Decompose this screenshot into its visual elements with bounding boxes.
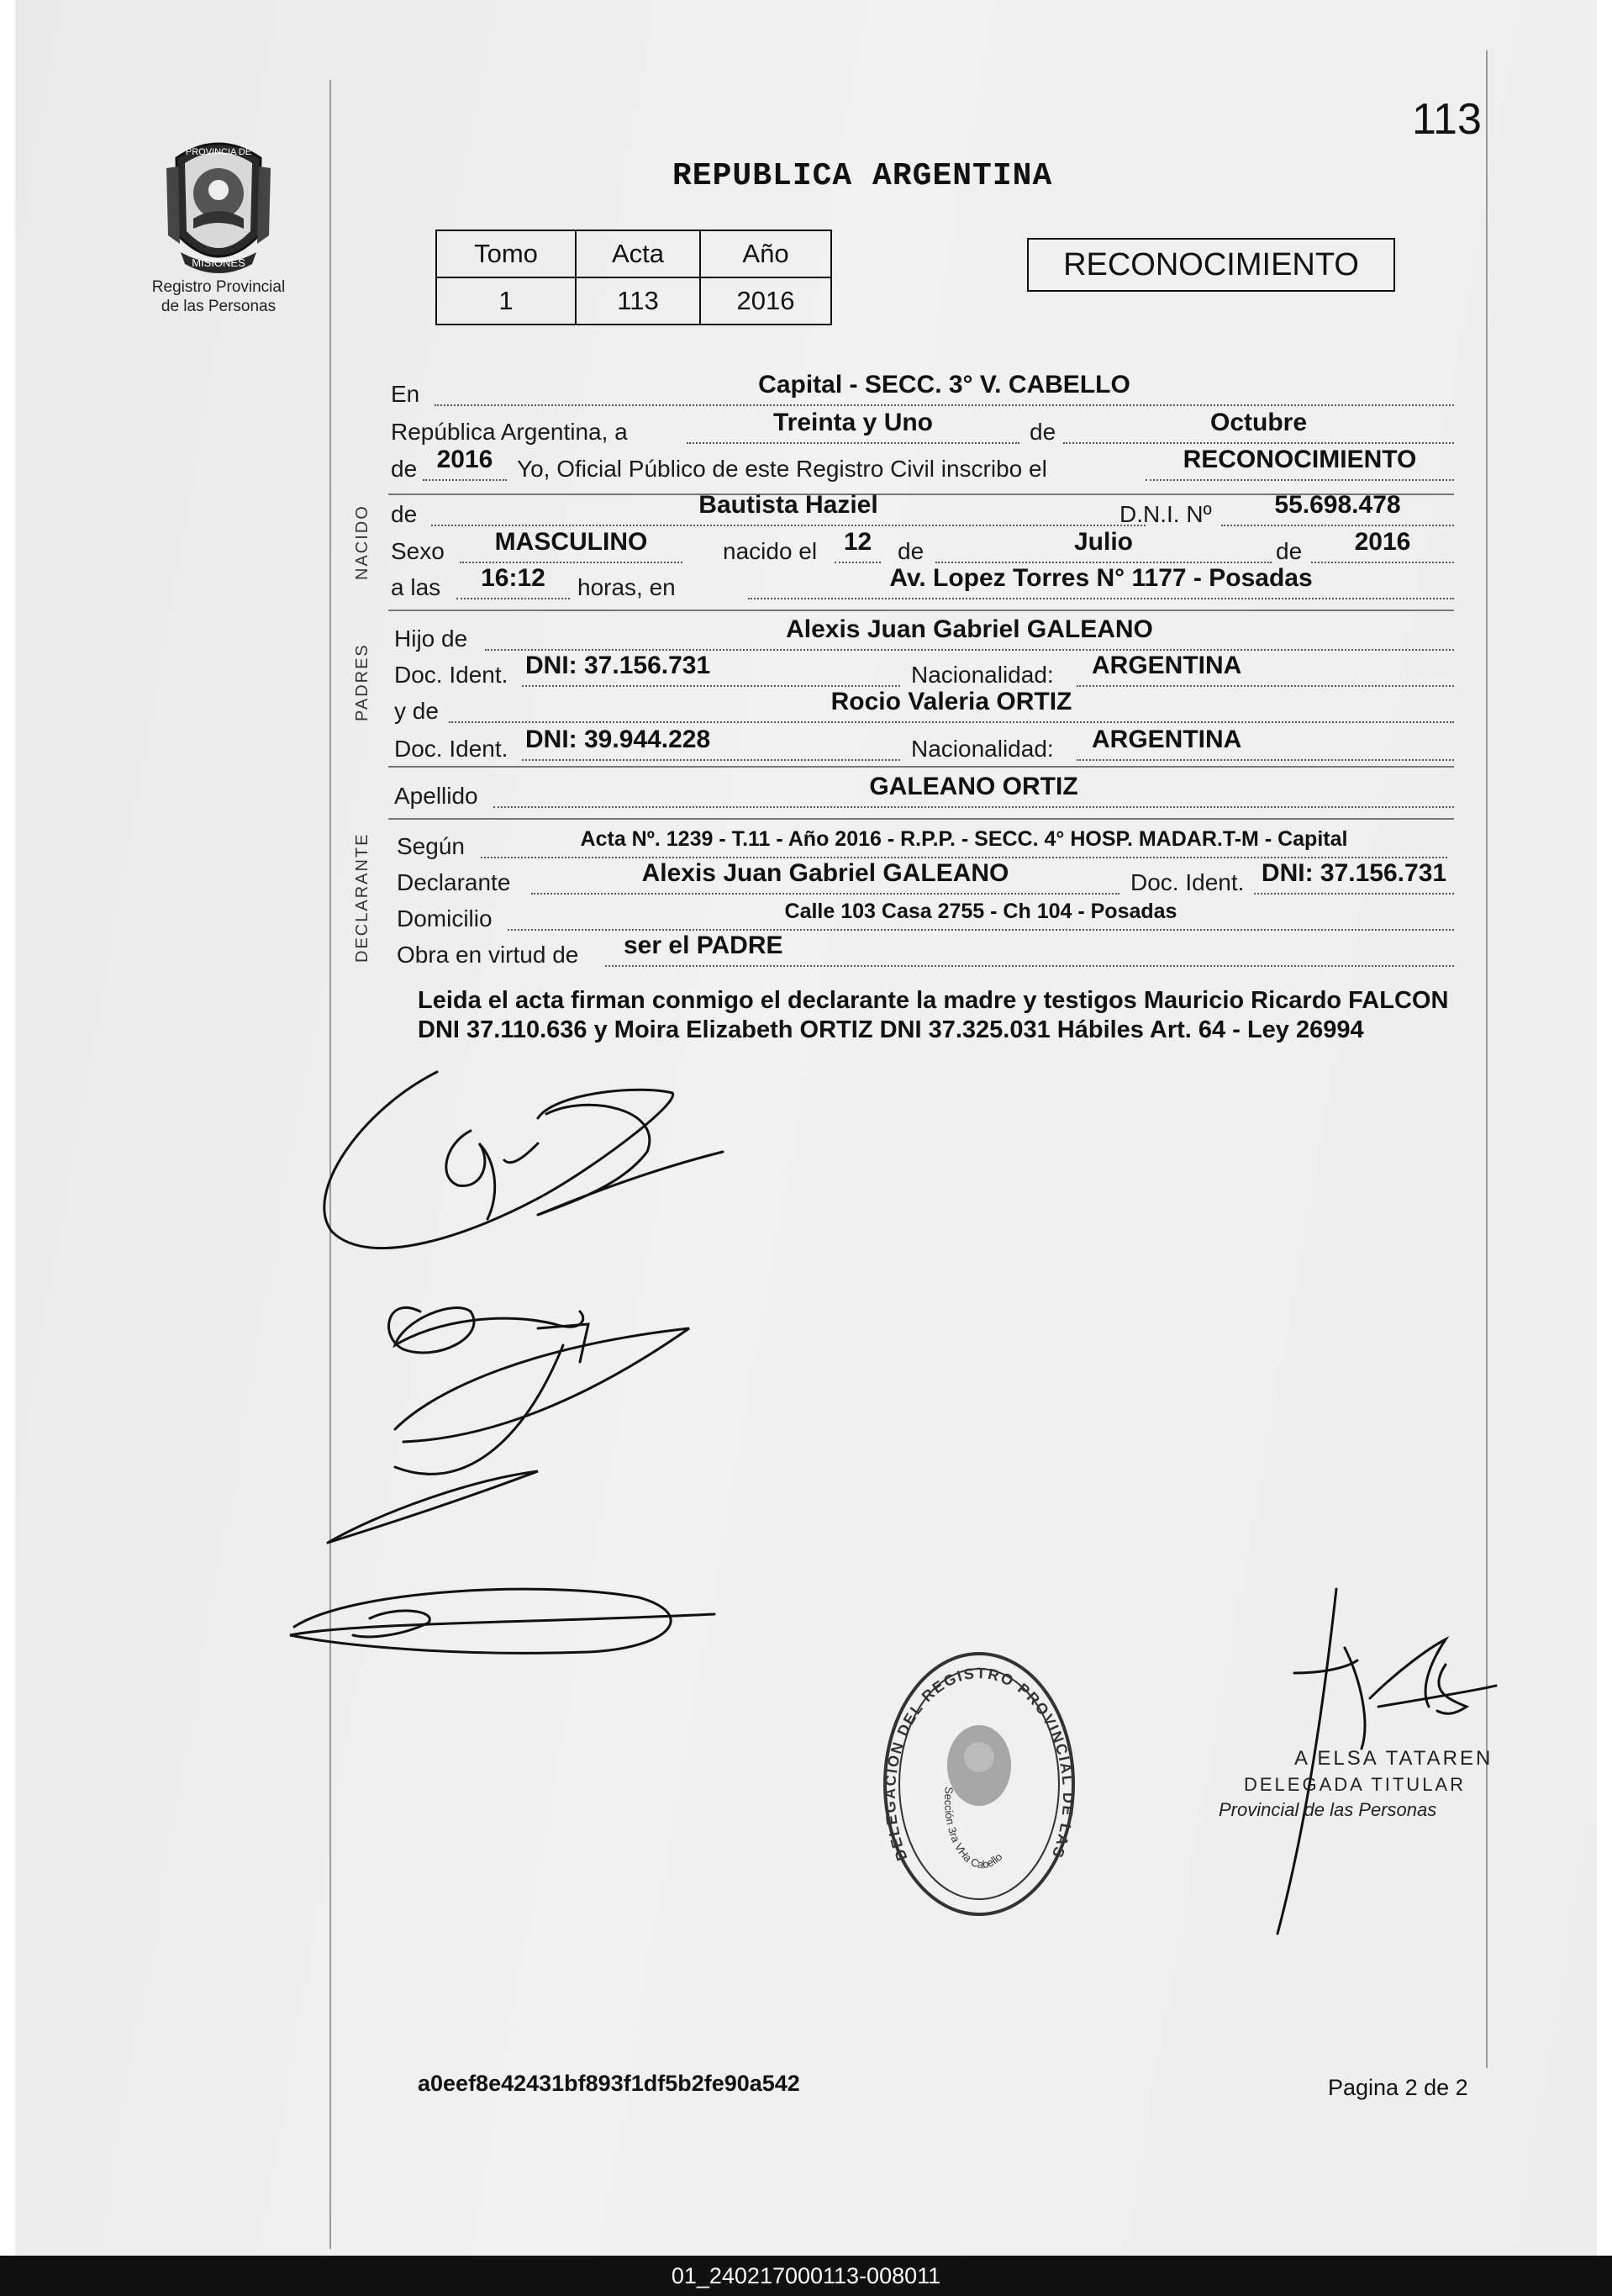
birth-year-of-label: de: [1276, 538, 1303, 564]
father-nationality-value: ARGENTINA: [1092, 652, 1242, 679]
section-label-declarant: DECLARANTE: [353, 832, 371, 963]
place-value: Capital - SECC. 3° V. CABELLO: [758, 371, 1130, 399]
registry-seal: [874, 1639, 1084, 1934]
act-type-value: RECONOCIMIENTO: [1183, 446, 1417, 473]
mother-doc-label: Doc. Ident.: [394, 736, 508, 762]
child-name-value: Bautista Haziel: [698, 491, 878, 519]
birth-month-value: Julio: [1073, 528, 1133, 556]
closing-statement: Leida el acta firman conmigo el declarante la madre y testigos Mauricio Ricardo FALCON DNI 37.110.636 y Moira Elizabeth ORTIZ DNI 37.325.031 Hábiles Art. 64 - Ley 26994: [418, 987, 1449, 1043]
republic-label: República Argentina, a: [391, 419, 628, 445]
surname-label: Apellido: [394, 783, 478, 809]
file-id-bar: 01_240217000113-008011: [0, 2256, 1612, 2296]
by-virtue-label: Obra en virtud de: [397, 942, 579, 968]
son-of-label: Hijo de: [394, 625, 468, 652]
address-label: Domicilio: [397, 905, 493, 932]
registry-caption-line2: de las Personas: [161, 298, 277, 315]
according-label: Según: [397, 833, 465, 859]
official-seal-icon: [874, 1639, 1084, 1929]
official-unit: Provincial de las Personas: [1219, 1799, 1437, 1820]
at-label: a las: [391, 574, 441, 600]
page-indicator: Pagina 2 de 2: [1328, 2075, 1468, 2100]
father-nationality-label: Nacionalidad:: [911, 662, 1054, 688]
father-name-value: Alexis Juan Gabriel GALEANO: [786, 615, 1153, 643]
logo-bottom-text: MISIONES: [192, 256, 245, 269]
seal-outer-text: DELEGACION DEL REGISTRO PROVINCIAL DE LAS: [881, 1665, 1077, 1864]
country-title: REPUBLICA ARGENTINA: [672, 158, 1053, 194]
anio-header: Año: [700, 230, 831, 277]
father-doc-value: DNI: 37.156.731: [525, 652, 711, 679]
acta-header: Acta: [576, 230, 700, 277]
acta-value: 113: [576, 277, 700, 325]
declarant-doc-value: DNI: 37.156.731: [1261, 859, 1447, 887]
father-doc-label: Doc. Ident.: [394, 662, 508, 688]
declarant-doc-label: Doc. Ident.: [1130, 869, 1245, 895]
child-dni-label: D.N.I. Nº: [1119, 501, 1212, 527]
official-name: A ELSA TATAREN: [1294, 1747, 1493, 1770]
witness-signature: [290, 1589, 714, 1653]
according-value: Acta Nº. 1239 - T.11 - Año 2016 - R.P.P. - SECC. 4° HOSP. MADAR.T-M - Capital: [580, 827, 1348, 851]
official-role: DELEGADA TITULAR: [1244, 1774, 1466, 1795]
mother-name-value: Rocio Valeria ORTIZ: [830, 688, 1072, 715]
sex-label: Sexo: [391, 538, 445, 564]
month-value: Octubre: [1209, 409, 1308, 436]
logo-top-text: PROVINCIA DE: [185, 147, 252, 157]
declarant-value: Alexis Juan Gabriel GALEANO: [641, 859, 1009, 887]
mother-doc-value: DNI: 39.944.228: [525, 726, 711, 753]
birth-place-value: Av. Lopez Torres N° 1177 - Posadas: [889, 564, 1313, 592]
declarant-signature: [324, 1072, 723, 1248]
year-value: 2016: [436, 446, 493, 473]
mother-nationality-value: ARGENTINA: [1092, 726, 1242, 753]
birth-time-value: 16:12: [481, 564, 545, 592]
and-of-label: y de: [394, 698, 439, 724]
birth-year-value: 2016: [1354, 528, 1411, 556]
tomo-value: 1: [436, 277, 576, 325]
surname-value: GALEANO ORTIZ: [869, 773, 1078, 800]
child-of-label: de: [391, 501, 418, 527]
hours-label: horas, en: [577, 574, 676, 600]
registry-caption-line1: Registro Provincial: [151, 278, 286, 296]
birth-day-value: 12: [843, 528, 872, 556]
mother-signature: [328, 1307, 689, 1543]
address-value: Calle 103 Casa 2755 - Ch 104 - Posadas: [784, 900, 1177, 923]
declarant-label: Declarante: [397, 869, 511, 895]
place-label: En: [391, 381, 420, 407]
day-value: Treinta y Uno: [772, 409, 934, 436]
page-number: 113: [1412, 95, 1482, 144]
section-label-born: NACIDO: [353, 504, 371, 580]
by-virtue-value: ser el PADRE: [624, 932, 783, 959]
anio-value: 2016: [700, 277, 831, 325]
document-type-box: RECONOCIMIENTO: [1027, 238, 1395, 292]
month-of-label: de: [1030, 419, 1056, 445]
born-label: nacido el: [723, 538, 818, 564]
year-of-label: de: [391, 456, 418, 482]
tomo-header: Tomo: [436, 230, 576, 277]
document-hash: a0eef8e42431bf893f1df5b2fe90a542: [418, 2071, 800, 2096]
birth-month-of-label: de: [898, 538, 925, 564]
section-label-parents: PADRES: [353, 643, 371, 721]
mother-nationality-label: Nacionalidad:: [911, 736, 1054, 762]
officer-text: Yo, Oficial Público de este Registro Civil inscribo el: [517, 456, 1047, 482]
seal-inner-text: Sección 3ra VHa Cabello: [941, 1786, 1005, 1871]
child-dni-value: 55.698.478: [1274, 491, 1401, 519]
sex-value: MASCULINO: [494, 528, 648, 556]
